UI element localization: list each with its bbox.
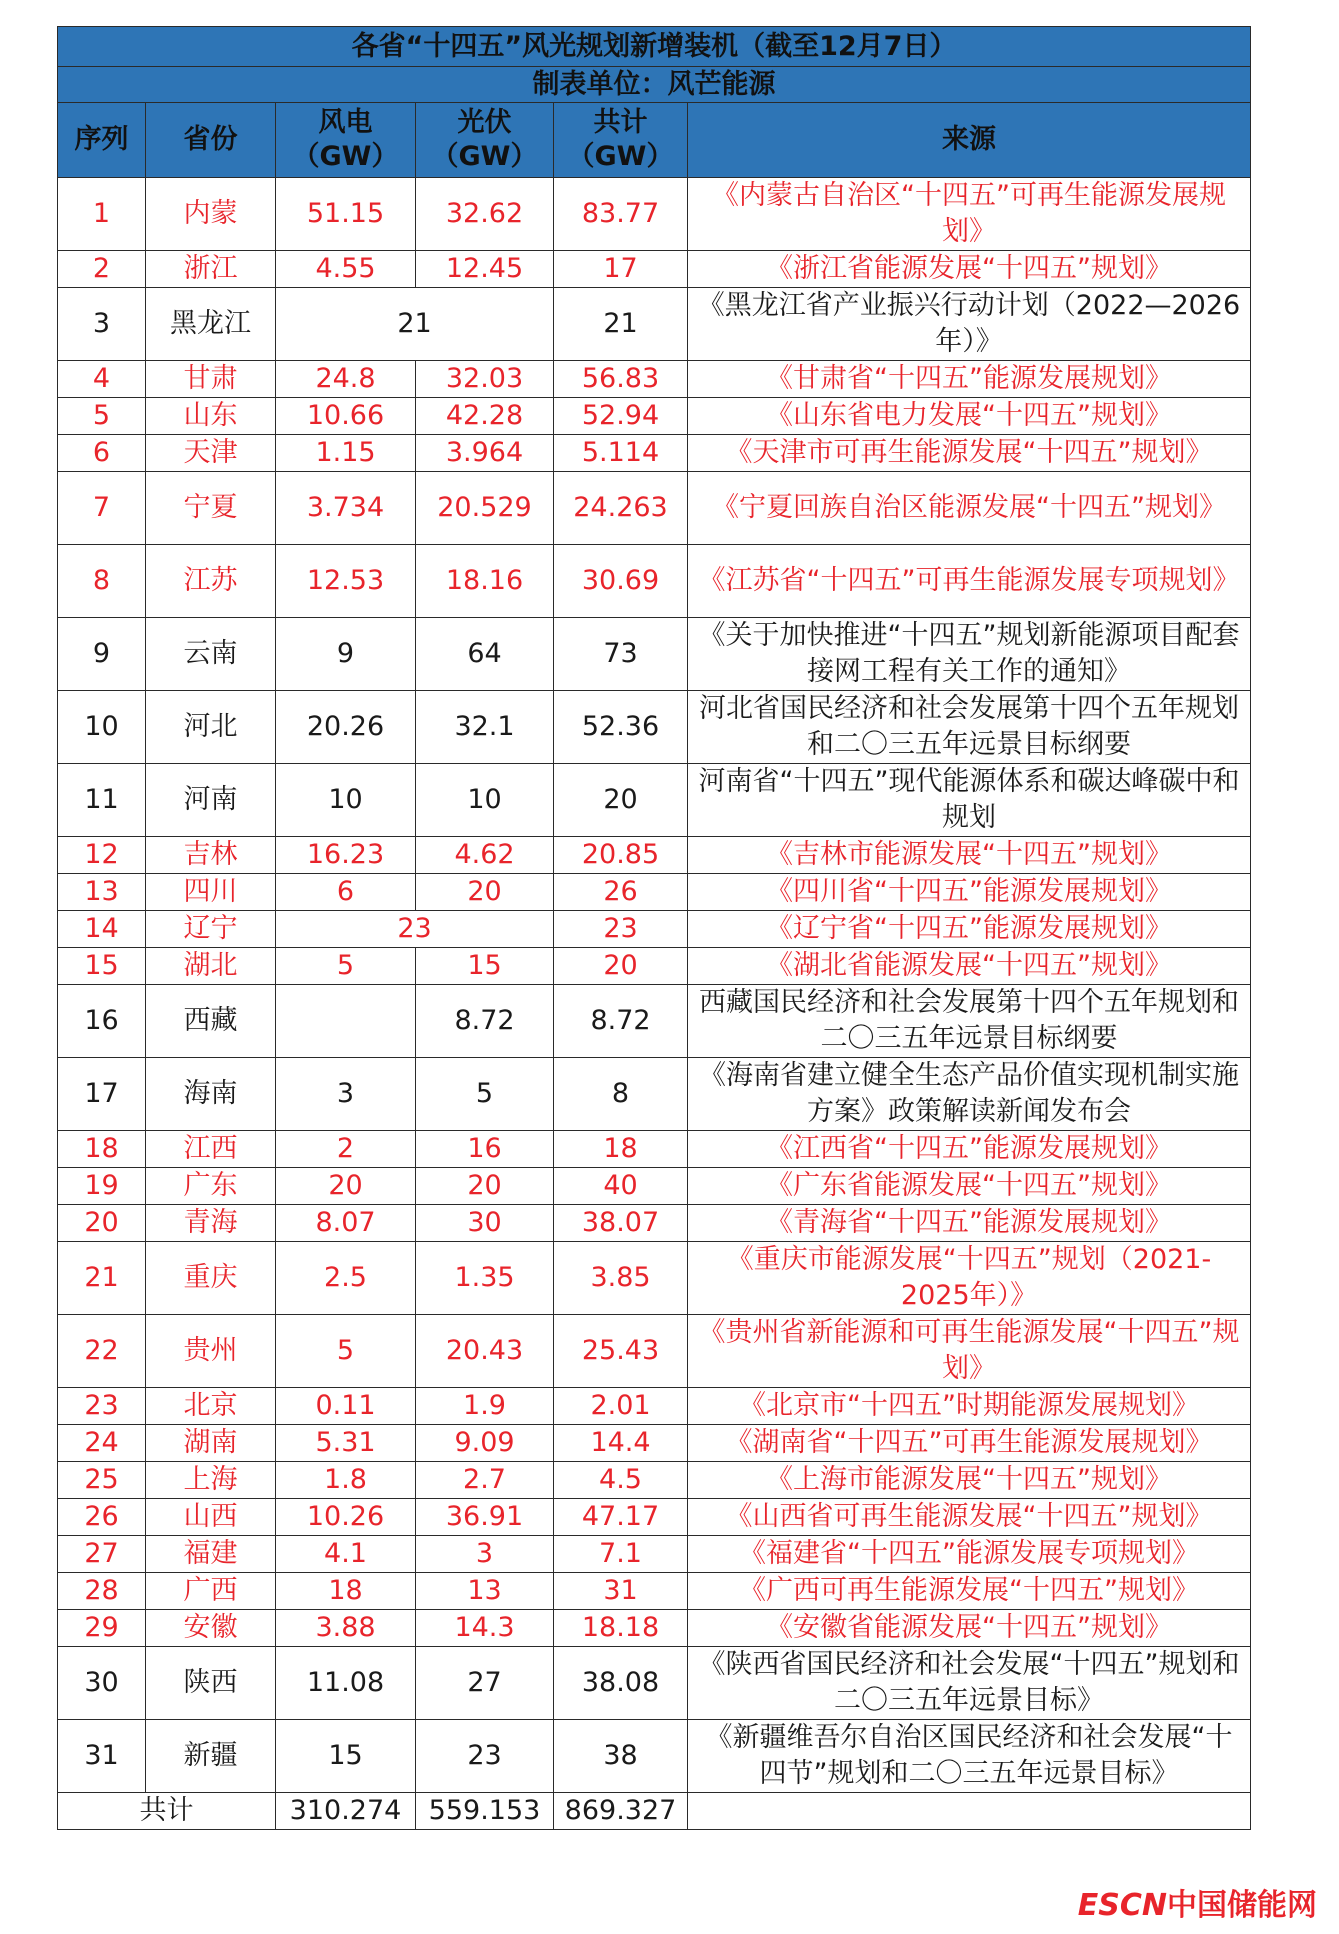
cell-source: 《陕西省国民经济和社会发展“十四五”规划和二〇三五年远景目标》 [688, 1647, 1251, 1720]
cell-province: 新疆 [146, 1720, 276, 1793]
watermark-en: ESCN [1077, 1888, 1167, 1923]
cell-province: 云南 [146, 618, 276, 691]
cell-index: 14 [58, 911, 146, 948]
table-row [58, 764, 1251, 837]
cell-wind: 5.31 [276, 1425, 416, 1462]
cell-province: 宁夏 [146, 472, 276, 545]
cell-wind: 2.5 [276, 1242, 416, 1315]
cell-total: 18 [554, 1131, 688, 1168]
cell-wind-solar-merged: 21 [276, 288, 554, 361]
cell-source: 《青海省“十四五”能源发展规划》 [688, 1205, 1251, 1242]
table-row [58, 1242, 1251, 1315]
cell-province: 广东 [146, 1168, 276, 1205]
cell-total: 23 [554, 911, 688, 948]
table-body [58, 178, 1251, 1793]
cell-source: 《江西省“十四五”能源发展规划》 [688, 1131, 1251, 1168]
cell-index: 4 [58, 361, 146, 398]
cell-province: 山西 [146, 1499, 276, 1536]
cell-index: 26 [58, 1499, 146, 1536]
cell-solar: 42.28 [416, 398, 554, 435]
cell-total: 38 [554, 1720, 688, 1793]
table-row [58, 178, 1251, 251]
cell-solar: 64 [416, 618, 554, 691]
cell-wind: 18 [276, 1573, 416, 1610]
cell-source: 《湖南省“十四五”可再生能源发展规划》 [688, 1425, 1251, 1462]
header-index: 序列 [58, 103, 146, 178]
cell-source: 《贵州省新能源和可再生能源发展“十四五”规划》 [688, 1315, 1251, 1388]
totals-source-empty [688, 1793, 1251, 1830]
cell-source: 《山东省电力发展“十四五”规划》 [688, 398, 1251, 435]
table-row [58, 545, 1251, 618]
table-subtitle: 制表单位：风芒能源 [58, 67, 1251, 103]
cell-index: 31 [58, 1720, 146, 1793]
cell-wind: 15 [276, 1720, 416, 1793]
cell-wind: 6 [276, 874, 416, 911]
cell-solar: 8.72 [416, 985, 554, 1058]
cell-solar: 13 [416, 1573, 554, 1610]
cell-index: 24 [58, 1425, 146, 1462]
header-total: 共计 （GW） [554, 103, 688, 178]
cell-total: 56.83 [554, 361, 688, 398]
cell-source: 《广东省能源发展“十四五”规划》 [688, 1168, 1251, 1205]
cell-province: 辽宁 [146, 911, 276, 948]
cell-solar: 15 [416, 948, 554, 985]
cell-source: 《辽宁省“十四五”能源发展规划》 [688, 911, 1251, 948]
cell-province: 北京 [146, 1388, 276, 1425]
watermark-cn: 中国储能网 [1167, 1888, 1317, 1923]
cell-province: 贵州 [146, 1315, 276, 1388]
table-row [58, 1058, 1251, 1131]
cell-source: 《福建省“十四五”能源发展专项规划》 [688, 1536, 1251, 1573]
cell-solar: 32.03 [416, 361, 554, 398]
cell-wind: 11.08 [276, 1647, 416, 1720]
cell-total: 8.72 [554, 985, 688, 1058]
cell-source: 《天津市可再生能源发展“十四五”规划》 [688, 435, 1251, 472]
cell-wind: 3.734 [276, 472, 416, 545]
cell-province: 天津 [146, 435, 276, 472]
totals-wind: 310.274 [276, 1793, 416, 1830]
cell-wind: 5 [276, 1315, 416, 1388]
cell-total: 24.263 [554, 472, 688, 545]
capacity-table [57, 26, 1251, 1830]
table-row [58, 472, 1251, 545]
cell-province: 福建 [146, 1536, 276, 1573]
cell-wind: 9 [276, 618, 416, 691]
cell-index: 6 [58, 435, 146, 472]
cell-wind: 3.88 [276, 1610, 416, 1647]
cell-index: 8 [58, 545, 146, 618]
table-row [58, 251, 1251, 288]
cell-solar: 12.45 [416, 251, 554, 288]
table-row [58, 398, 1251, 435]
table-row [58, 1499, 1251, 1536]
header-wind: 风电 （GW） [276, 103, 416, 178]
cell-total: 31 [554, 1573, 688, 1610]
cell-wind [276, 985, 416, 1058]
table-title-row [58, 27, 1251, 67]
cell-source: 《吉林市能源发展“十四五”规划》 [688, 837, 1251, 874]
table-row [58, 618, 1251, 691]
cell-index: 3 [58, 288, 146, 361]
cell-total: 73 [554, 618, 688, 691]
table-row [58, 985, 1251, 1058]
cell-source: 河南省“十四五”现代能源体系和碳达峰碳中和规划 [688, 764, 1251, 837]
cell-wind: 4.55 [276, 251, 416, 288]
cell-total: 52.36 [554, 691, 688, 764]
cell-index: 27 [58, 1536, 146, 1573]
table-row [58, 1388, 1251, 1425]
cell-source: 《广西可再生能源发展“十四五”规划》 [688, 1573, 1251, 1610]
cell-total: 14.4 [554, 1425, 688, 1462]
table-row [58, 361, 1251, 398]
cell-solar: 3.964 [416, 435, 554, 472]
cell-source: 西藏国民经济和社会发展第十四个五年规划和二〇三五年远景目标纲要 [688, 985, 1251, 1058]
cell-wind-solar-merged: 23 [276, 911, 554, 948]
table-row [58, 288, 1251, 361]
cell-source: 《重庆市能源发展“十四五”规划（2021-2025年）》 [688, 1242, 1251, 1315]
cell-solar: 18.16 [416, 545, 554, 618]
table-header-row [58, 103, 1251, 178]
cell-wind: 10.26 [276, 1499, 416, 1536]
cell-source: 《海南省建立健全生态产品价值实现机制实施方案》政策解读新闻发布会 [688, 1058, 1251, 1131]
cell-wind: 1.15 [276, 435, 416, 472]
cell-province: 四川 [146, 874, 276, 911]
cell-source: 《内蒙古自治区“十四五”可再生能源发展规划》 [688, 178, 1251, 251]
cell-wind: 3 [276, 1058, 416, 1131]
cell-wind: 20.26 [276, 691, 416, 764]
cell-total: 40 [554, 1168, 688, 1205]
cell-solar: 20 [416, 874, 554, 911]
cell-wind: 8.07 [276, 1205, 416, 1242]
cell-solar: 32.1 [416, 691, 554, 764]
cell-source: 《四川省“十四五”能源发展规划》 [688, 874, 1251, 911]
cell-source: 《黑龙江省产业振兴行动计划（2022—2026年）》 [688, 288, 1251, 361]
cell-index: 10 [58, 691, 146, 764]
header-solar: 光伏 （GW） [416, 103, 554, 178]
cell-total: 8 [554, 1058, 688, 1131]
cell-wind: 0.11 [276, 1388, 416, 1425]
cell-province: 吉林 [146, 837, 276, 874]
cell-wind: 10.66 [276, 398, 416, 435]
cell-source: 《江苏省“十四五”可再生能源发展专项规划》 [688, 545, 1251, 618]
cell-solar: 27 [416, 1647, 554, 1720]
cell-solar: 4.62 [416, 837, 554, 874]
cell-source: 《宁夏回族自治区能源发展“十四五”规划》 [688, 472, 1251, 545]
cell-source: 《甘肃省“十四五”能源发展规划》 [688, 361, 1251, 398]
cell-wind: 20 [276, 1168, 416, 1205]
cell-total: 20 [554, 764, 688, 837]
table-row [58, 1610, 1251, 1647]
cell-province: 浙江 [146, 251, 276, 288]
cell-total: 83.77 [554, 178, 688, 251]
cell-index: 30 [58, 1647, 146, 1720]
cell-index: 1 [58, 178, 146, 251]
cell-province: 河北 [146, 691, 276, 764]
cell-total: 38.07 [554, 1205, 688, 1242]
table-subtitle-row [58, 67, 1251, 103]
cell-solar: 23 [416, 1720, 554, 1793]
cell-solar: 5 [416, 1058, 554, 1131]
cell-index: 2 [58, 251, 146, 288]
table-row [58, 911, 1251, 948]
cell-solar: 16 [416, 1131, 554, 1168]
cell-source: 《北京市“十四五”时期能源发展规划》 [688, 1388, 1251, 1425]
table-row [58, 1205, 1251, 1242]
cell-province: 湖北 [146, 948, 276, 985]
table-row [58, 948, 1251, 985]
cell-total: 4.5 [554, 1462, 688, 1499]
cell-index: 13 [58, 874, 146, 911]
cell-province: 江西 [146, 1131, 276, 1168]
table-row [58, 1573, 1251, 1610]
totals-label: 共计 [58, 1793, 276, 1830]
cell-solar: 9.09 [416, 1425, 554, 1462]
header-source: 来源 [688, 103, 1251, 178]
cell-province: 江苏 [146, 545, 276, 618]
cell-total: 25.43 [554, 1315, 688, 1388]
cell-solar: 10 [416, 764, 554, 837]
table-row [58, 1131, 1251, 1168]
cell-province: 内蒙 [146, 178, 276, 251]
cell-solar: 30 [416, 1205, 554, 1242]
cell-wind: 4.1 [276, 1536, 416, 1573]
cell-province: 重庆 [146, 1242, 276, 1315]
capacity-table-sheet [57, 26, 1250, 1830]
cell-solar: 32.62 [416, 178, 554, 251]
cell-source: 河北省国民经济和社会发展第十四个五年规划和二〇三五年远景目标纲要 [688, 691, 1251, 764]
table-row [58, 1536, 1251, 1573]
cell-total: 47.17 [554, 1499, 688, 1536]
cell-source: 《浙江省能源发展“十四五”规划》 [688, 251, 1251, 288]
cell-province: 青海 [146, 1205, 276, 1242]
cell-index: 19 [58, 1168, 146, 1205]
cell-wind: 2 [276, 1131, 416, 1168]
cell-solar: 36.91 [416, 1499, 554, 1536]
cell-solar: 20 [416, 1168, 554, 1205]
cell-total: 7.1 [554, 1536, 688, 1573]
table-row [58, 1462, 1251, 1499]
cell-wind: 1.8 [276, 1462, 416, 1499]
escn-watermark-logo [1078, 1880, 1317, 1924]
table-title: 各省“十四五”风光规划新增装机（截至12月7日） [58, 27, 1251, 67]
table-row [58, 1425, 1251, 1462]
cell-wind: 51.15 [276, 178, 416, 251]
cell-total: 20.85 [554, 837, 688, 874]
cell-index: 16 [58, 985, 146, 1058]
cell-province: 河南 [146, 764, 276, 837]
totals-row [58, 1793, 1251, 1830]
cell-index: 20 [58, 1205, 146, 1242]
cell-index: 5 [58, 398, 146, 435]
cell-index: 7 [58, 472, 146, 545]
cell-total: 30.69 [554, 545, 688, 618]
cell-source: 《新疆维吾尔自治区国民经济和社会发展“十四节”规划和二〇三五年远景目标》 [688, 1720, 1251, 1793]
cell-index: 17 [58, 1058, 146, 1131]
cell-solar: 20.529 [416, 472, 554, 545]
table-row [58, 691, 1251, 764]
cell-index: 12 [58, 837, 146, 874]
cell-province: 陕西 [146, 1647, 276, 1720]
cell-province: 甘肃 [146, 361, 276, 398]
cell-province: 安徽 [146, 1610, 276, 1647]
totals-total: 869.327 [554, 1793, 688, 1830]
cell-wind: 16.23 [276, 837, 416, 874]
cell-index: 18 [58, 1131, 146, 1168]
cell-province: 山东 [146, 398, 276, 435]
cell-total: 38.08 [554, 1647, 688, 1720]
cell-index: 11 [58, 764, 146, 837]
cell-index: 28 [58, 1573, 146, 1610]
table-row [58, 1315, 1251, 1388]
cell-index: 15 [58, 948, 146, 985]
cell-index: 25 [58, 1462, 146, 1499]
cell-source: 《湖北省能源发展“十四五”规划》 [688, 948, 1251, 985]
cell-solar: 20.43 [416, 1315, 554, 1388]
cell-solar: 14.3 [416, 1610, 554, 1647]
cell-total: 52.94 [554, 398, 688, 435]
table-row [58, 837, 1251, 874]
cell-solar: 1.35 [416, 1242, 554, 1315]
cell-source: 《安徽省能源发展“十四五”规划》 [688, 1610, 1251, 1647]
cell-wind: 24.8 [276, 361, 416, 398]
cell-total: 2.01 [554, 1388, 688, 1425]
cell-source: 《关于加快推进“十四五”规划新能源项目配套接网工程有关工作的通知》 [688, 618, 1251, 691]
table-row [58, 1647, 1251, 1720]
table-row [58, 1168, 1251, 1205]
cell-wind: 12.53 [276, 545, 416, 618]
table-row [58, 874, 1251, 911]
header-province: 省份 [146, 103, 276, 178]
cell-province: 广西 [146, 1573, 276, 1610]
cell-index: 9 [58, 618, 146, 691]
table-row [58, 435, 1251, 472]
cell-total: 18.18 [554, 1610, 688, 1647]
cell-source: 《上海市能源发展“十四五”规划》 [688, 1462, 1251, 1499]
table-row [58, 1720, 1251, 1793]
cell-solar: 1.9 [416, 1388, 554, 1425]
cell-province: 海南 [146, 1058, 276, 1131]
cell-wind: 10 [276, 764, 416, 837]
cell-total: 17 [554, 251, 688, 288]
cell-province: 西藏 [146, 985, 276, 1058]
cell-index: 23 [58, 1388, 146, 1425]
cell-total: 21 [554, 288, 688, 361]
cell-source: 《山西省可再生能源发展“十四五”规划》 [688, 1499, 1251, 1536]
cell-wind: 5 [276, 948, 416, 985]
totals-solar: 559.153 [416, 1793, 554, 1830]
cell-index: 21 [58, 1242, 146, 1315]
cell-solar: 3 [416, 1536, 554, 1573]
cell-solar: 2.7 [416, 1462, 554, 1499]
cell-province: 上海 [146, 1462, 276, 1499]
cell-total: 20 [554, 948, 688, 985]
cell-index: 22 [58, 1315, 146, 1388]
cell-total: 5.114 [554, 435, 688, 472]
cell-province: 黑龙江 [146, 288, 276, 361]
cell-total: 26 [554, 874, 688, 911]
cell-index: 29 [58, 1610, 146, 1647]
cell-province: 湖南 [146, 1425, 276, 1462]
cell-total: 3.85 [554, 1242, 688, 1315]
